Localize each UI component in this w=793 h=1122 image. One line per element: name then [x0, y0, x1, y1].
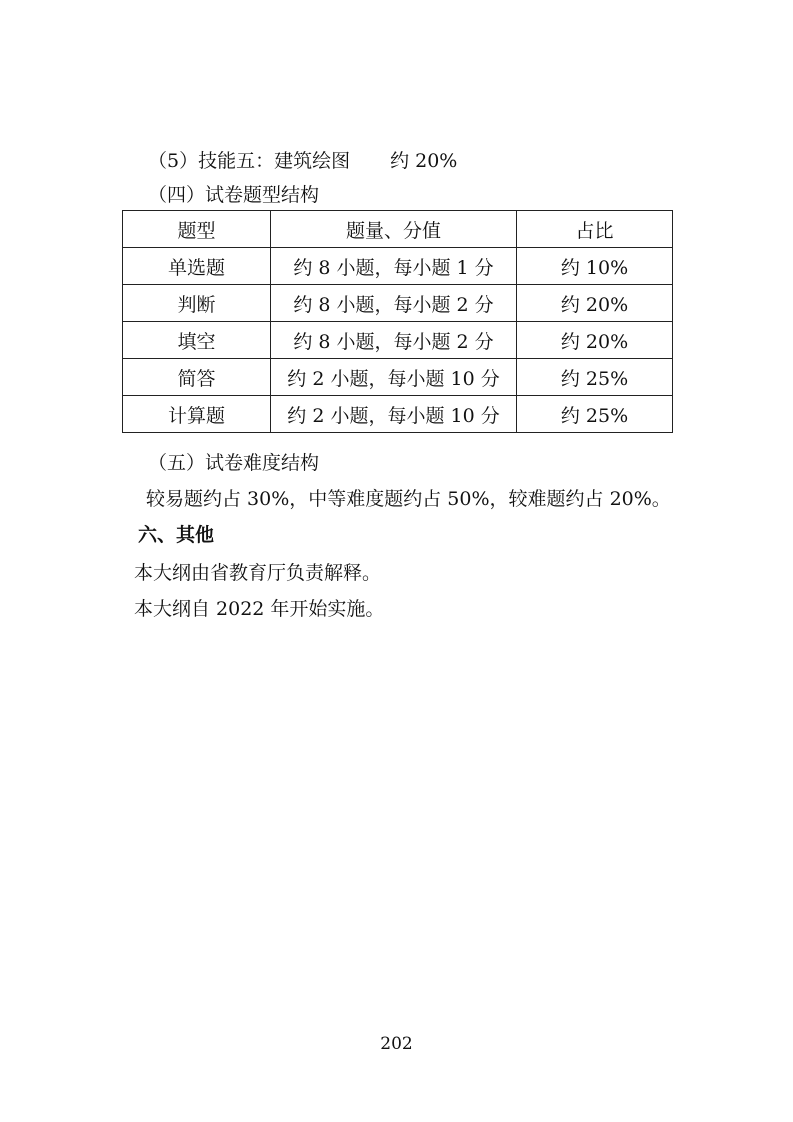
table-header-cell: 题量、分值: [271, 211, 517, 248]
table-cell: 单选题: [123, 248, 271, 285]
table-header-cell: 占比: [517, 211, 673, 248]
table-header-cell: 题型: [123, 211, 271, 248]
page-number: 202: [380, 1034, 413, 1054]
section4-heading: （四）试卷题型结构: [148, 184, 320, 206]
table-row: [123, 248, 673, 285]
section6-heading: 六、其他: [138, 524, 215, 546]
table-cell: 约 20%: [517, 285, 673, 322]
table-cell: 约 8 小题，每小题 2 分: [271, 285, 517, 322]
table-row: [123, 396, 673, 433]
question-type-table: [122, 210, 673, 433]
explanation-line: 本大纲由省教育厅负责解释。: [134, 562, 382, 584]
table-cell: 约 20%: [517, 322, 673, 359]
table-cell: 约 2 小题，每小题 10 分: [271, 359, 517, 396]
table-cell: 判断: [123, 285, 271, 322]
table-cell: 简答: [123, 359, 271, 396]
table-cell: 约 25%: [517, 396, 673, 433]
table-row: [123, 359, 673, 396]
effective-date-line: 本大纲自 2022 年开始实施。: [134, 598, 385, 620]
table-row: [123, 285, 673, 322]
table-header-row: [123, 211, 673, 248]
table-cell: 约 25%: [517, 359, 673, 396]
table-cell: 约 10%: [517, 248, 673, 285]
table-cell: 约 8 小题，每小题 1 分: [271, 248, 517, 285]
skill5-value: 约 20%: [390, 150, 458, 172]
table-cell: 填空: [123, 322, 271, 359]
table-cell: 约 8 小题，每小题 2 分: [271, 322, 517, 359]
section5-heading: （五）试卷难度结构: [148, 452, 320, 474]
table-cell: 约 2 小题，每小题 10 分: [271, 396, 517, 433]
difficulty-paragraph: 较易题约占 30%，中等难度题约占 50%，较难题约占 20%。: [146, 488, 671, 510]
table-row: [123, 322, 673, 359]
table-cell: 计算题: [123, 396, 271, 433]
skill5-label: （5）技能五：建筑绘图: [148, 150, 351, 172]
skill5-line: [148, 148, 457, 174]
